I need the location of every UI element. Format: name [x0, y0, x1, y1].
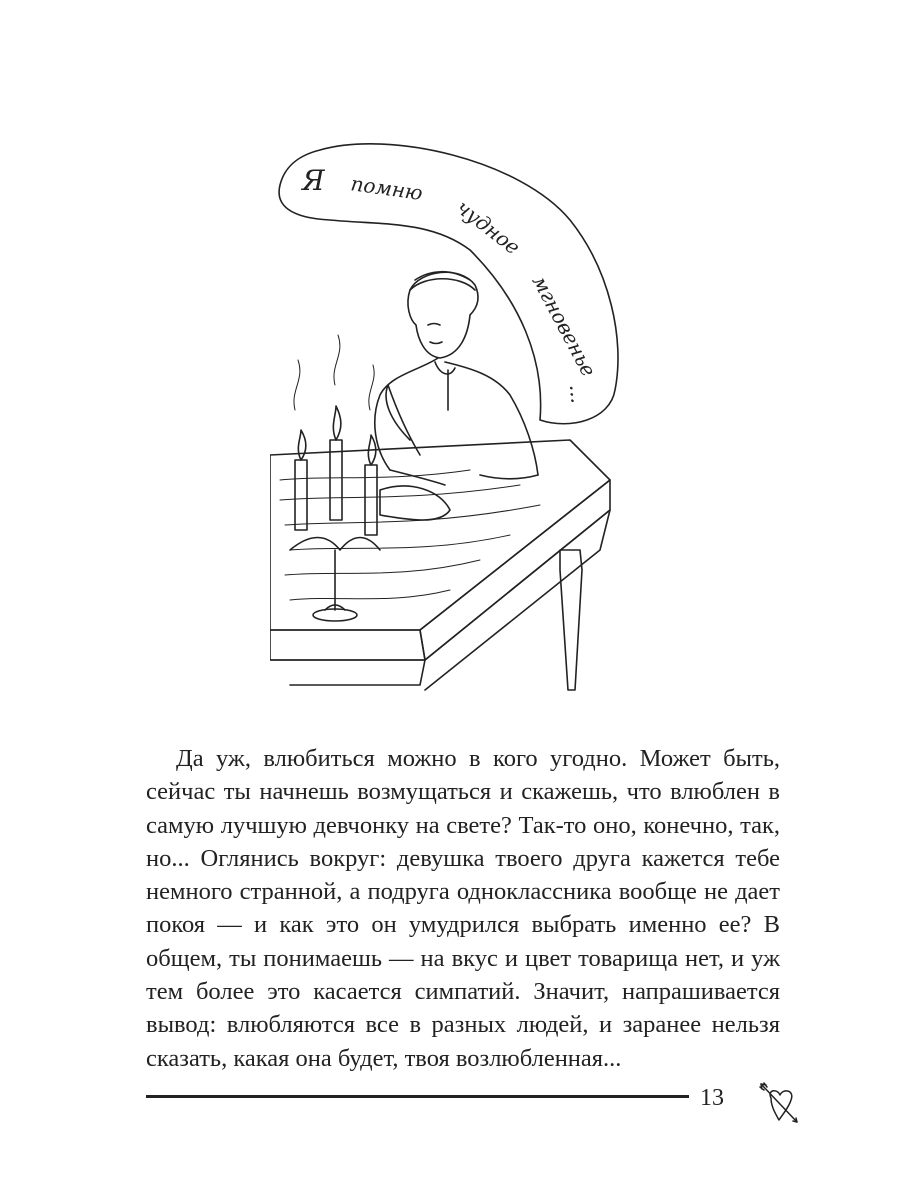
page-number: 13 [700, 1085, 724, 1111]
heart-with-arrow-icon [757, 1080, 801, 1126]
illustration [270, 130, 640, 710]
svg-text:мгновенье: мгновенье [527, 271, 602, 381]
body-text [146, 742, 780, 1075]
svg-text:Я: Я [302, 164, 325, 197]
paragraph: Да уж, влюбиться можно в кого угодно. Может быть, сейчас ты начнешь возмущаться и скажешь, что влюблен в самую лучшую девчонку на свете? Так-то оно, конечно, так, но... Оглянись вокруг: девушка твоего друга кажется тебе немного странной, а подруга одноклассника вообще не дает покоя — и как это он умудрился выбрать именно ее? В общем, ты понимаешь — на вкус и цвет товарища нет, и уж тем более это касается симпатий. Значит, напрашивается вывод: влюбляются все в разных людей, и заранее нельзя сказать, какая она будет, твоя возлюбленная... [146, 745, 780, 1072]
svg-text:...: ... [565, 383, 591, 405]
footer-rule [146, 1095, 689, 1098]
svg-text:чудное: чудное [451, 195, 525, 260]
svg-text:помню: помню [349, 171, 425, 206]
